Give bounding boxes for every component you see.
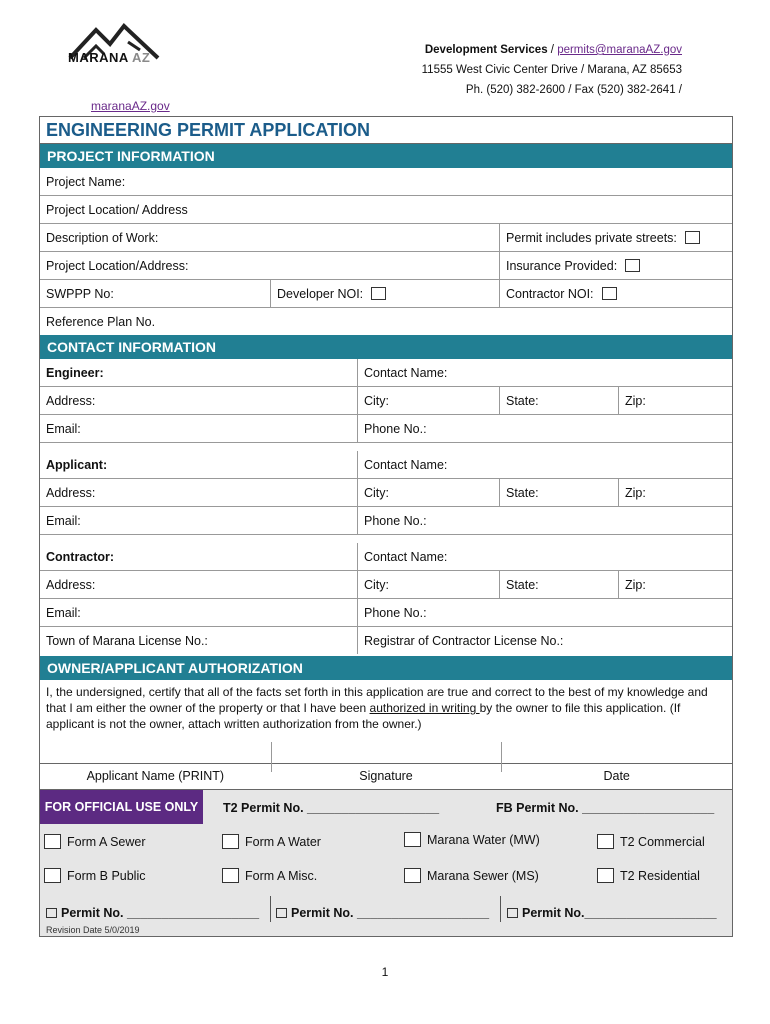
signature-label: Signature (359, 769, 413, 783)
official-use-label: FOR OFFICIAL USE ONLY (40, 790, 203, 824)
contractor-noi-checkbox[interactable] (602, 287, 617, 300)
contractor-contact-name-field[interactable]: Contact Name: (357, 543, 732, 570)
engineer-email-field[interactable]: Email: (46, 421, 81, 436)
form-a-misc-checkbox[interactable] (222, 868, 317, 883)
permit-no-3[interactable] (507, 906, 717, 920)
auth-text-underlined: authorized in writing (369, 701, 480, 715)
checkbox-box[interactable] (222, 868, 239, 883)
developer-noi-checkbox[interactable] (371, 287, 386, 300)
permit-no-2[interactable] (276, 906, 489, 920)
logo-wordmark (68, 50, 150, 65)
checkbox-box[interactable] (597, 834, 614, 849)
form-a-sewer-checkbox[interactable] (44, 834, 146, 849)
applicant-state-field[interactable]: State: (499, 479, 618, 506)
checkbox-box[interactable] (222, 834, 239, 849)
email-link[interactable]: permits@maranaAZ.gov (557, 44, 682, 56)
swppp-field[interactable]: SWPPP No: (46, 286, 114, 301)
checkbox-label: Marana Sewer (MS) (427, 868, 539, 883)
engineer-zip-field[interactable]: Zip: (618, 387, 732, 414)
auth-text-part2: by the owner to file this application. (If applicant is not the owner, attach written authorization from the owner.) (46, 701, 681, 731)
engineer-phone-field[interactable]: Phone No.: (357, 415, 732, 442)
contractor-city-field[interactable]: City: (357, 571, 499, 598)
engineer-address-field[interactable]: Address: (46, 393, 96, 408)
checkbox-box[interactable] (44, 868, 61, 883)
engineer-label: Engineer: (46, 365, 104, 380)
website-link[interactable]: maranaAZ.gov (91, 99, 170, 113)
authorization-heading: OWNER/APPLICANT AUTHORIZATION (40, 656, 732, 680)
checkbox-label: T2 Commercial (620, 834, 705, 849)
reference-plan-field[interactable]: Reference Plan No. (46, 314, 156, 329)
t2-residential-checkbox[interactable] (597, 868, 700, 883)
contractor-zip-field[interactable]: Zip: (618, 571, 732, 598)
page-number: 1 (381, 965, 389, 979)
permit-no-1[interactable] (46, 906, 259, 920)
private-streets-checkbox[interactable] (685, 231, 700, 244)
applicant-phone-field[interactable]: Phone No.: (357, 507, 732, 534)
applicant-zip-field[interactable]: Zip: (618, 479, 732, 506)
divider (270, 896, 271, 922)
small-checkbox-icon (276, 908, 287, 918)
engineer-state-field[interactable]: State: (499, 387, 618, 414)
applicant-contact-name-field[interactable]: Contact Name: (357, 451, 732, 478)
permit-no-1-label: Permit No. ___________________ (61, 906, 260, 920)
contractor-state-field[interactable]: State: (499, 571, 618, 598)
section-gap (40, 442, 732, 451)
applicant-label: Applicant: (46, 457, 108, 472)
checkbox-label: Marana Water (MW) (427, 832, 540, 847)
checkbox-label: Form B Public (67, 868, 146, 883)
contractor-noi-label: Contractor NOI: (506, 286, 594, 301)
fb-permit-no[interactable]: FB Permit No. ___________________ (496, 801, 715, 815)
checkbox-label: Form A Water (245, 834, 321, 849)
checkbox-box[interactable] (404, 868, 421, 883)
office-address: 11555 West Civic Center Drive / Marana, AZ 85653 (421, 64, 682, 76)
small-checkbox-icon (507, 908, 518, 918)
divider (271, 742, 272, 772)
checkbox-box[interactable] (404, 832, 421, 847)
logo-az: AZ (131, 50, 151, 65)
signature-line[interactable] (271, 763, 502, 789)
form-b-public-checkbox[interactable] (44, 868, 146, 883)
contractor-address-field[interactable]: Address: (46, 577, 96, 592)
insurance-checkbox[interactable] (625, 259, 640, 272)
auth-text-part1: I, the undersigned, certify that all of the facts set forth in this application are true and correct to the best of my knowledge and that I am either the owner of the property or that I have been (46, 685, 708, 715)
checkbox-label: T2 Residential (620, 868, 700, 883)
project-name-field[interactable]: Project Name: (46, 174, 126, 189)
contractor-phone-field[interactable]: Phone No.: (357, 599, 732, 626)
description-field[interactable]: Description of Work: (46, 230, 159, 245)
dept-name: Development Services (424, 44, 548, 56)
small-checkbox-icon (46, 908, 57, 918)
private-streets-label: Permit includes private streets: (506, 230, 677, 245)
permit-no-2-label: Permit No. ___________________ (291, 906, 490, 920)
t2-commercial-checkbox[interactable] (597, 834, 705, 849)
registrar-license-field[interactable]: Registrar of Contractor License No.: (357, 627, 732, 654)
applicant-address-field[interactable]: Address: (46, 485, 96, 500)
checkbox-box[interactable] (44, 834, 61, 849)
date-label: Date (603, 769, 630, 783)
office-phone: Ph. (520) 382-2600 / Fax (520) 382-2641 / (465, 84, 682, 96)
contact-info-heading: CONTACT INFORMATION (40, 335, 732, 359)
applicant-email-field[interactable]: Email: (46, 513, 81, 528)
project-location-field[interactable]: Project Location/ Address (46, 202, 188, 217)
date-line[interactable] (501, 763, 732, 789)
form-title: ENGINEERING PERMIT APPLICATION (40, 117, 732, 144)
revision-date: Revision Date 5/0/2019 (46, 925, 140, 935)
insurance-label: Insurance Provided: (506, 258, 618, 273)
t2-permit-no[interactable]: T2 Permit No. ___________________ (223, 801, 440, 815)
permit-form (39, 116, 733, 937)
project-location-address-field[interactable]: Project Location/Address: (46, 258, 189, 273)
engineer-contact-name-field[interactable]: Contact Name: (357, 359, 732, 386)
signature-row (40, 740, 732, 789)
applicant-name-signature-line[interactable] (40, 763, 271, 789)
checkbox-label: Form A Sewer (67, 834, 146, 849)
checkbox-label: Form A Misc. (245, 868, 318, 883)
permit-no-3-label: Permit No.___________________ (522, 906, 717, 920)
marana-sewer-checkbox[interactable] (404, 868, 539, 883)
section-gap (40, 534, 732, 543)
contractor-label: Contractor: (46, 549, 115, 564)
contact-header (422, 40, 682, 100)
checkbox-box[interactable] (597, 868, 614, 883)
dept-sep: / (547, 44, 558, 56)
applicant-city-field[interactable]: City: (357, 479, 499, 506)
marana-license-field[interactable]: Town of Marana License No.: (46, 633, 208, 648)
developer-noi-label: Developer NOI: (277, 286, 364, 301)
engineer-city-field[interactable]: City: (357, 387, 499, 414)
divider (501, 742, 502, 772)
applicant-name-label: Applicant Name (PRINT) (86, 769, 225, 783)
project-info-heading: PROJECT INFORMATION (40, 144, 732, 168)
authorization-text (40, 680, 732, 740)
logo-name: MARANA (68, 50, 129, 65)
divider (500, 896, 501, 922)
marana-water-checkbox[interactable] (404, 832, 540, 847)
contractor-email-field[interactable]: Email: (46, 605, 81, 620)
form-a-water-checkbox[interactable] (222, 834, 321, 849)
official-use-section (40, 789, 732, 936)
